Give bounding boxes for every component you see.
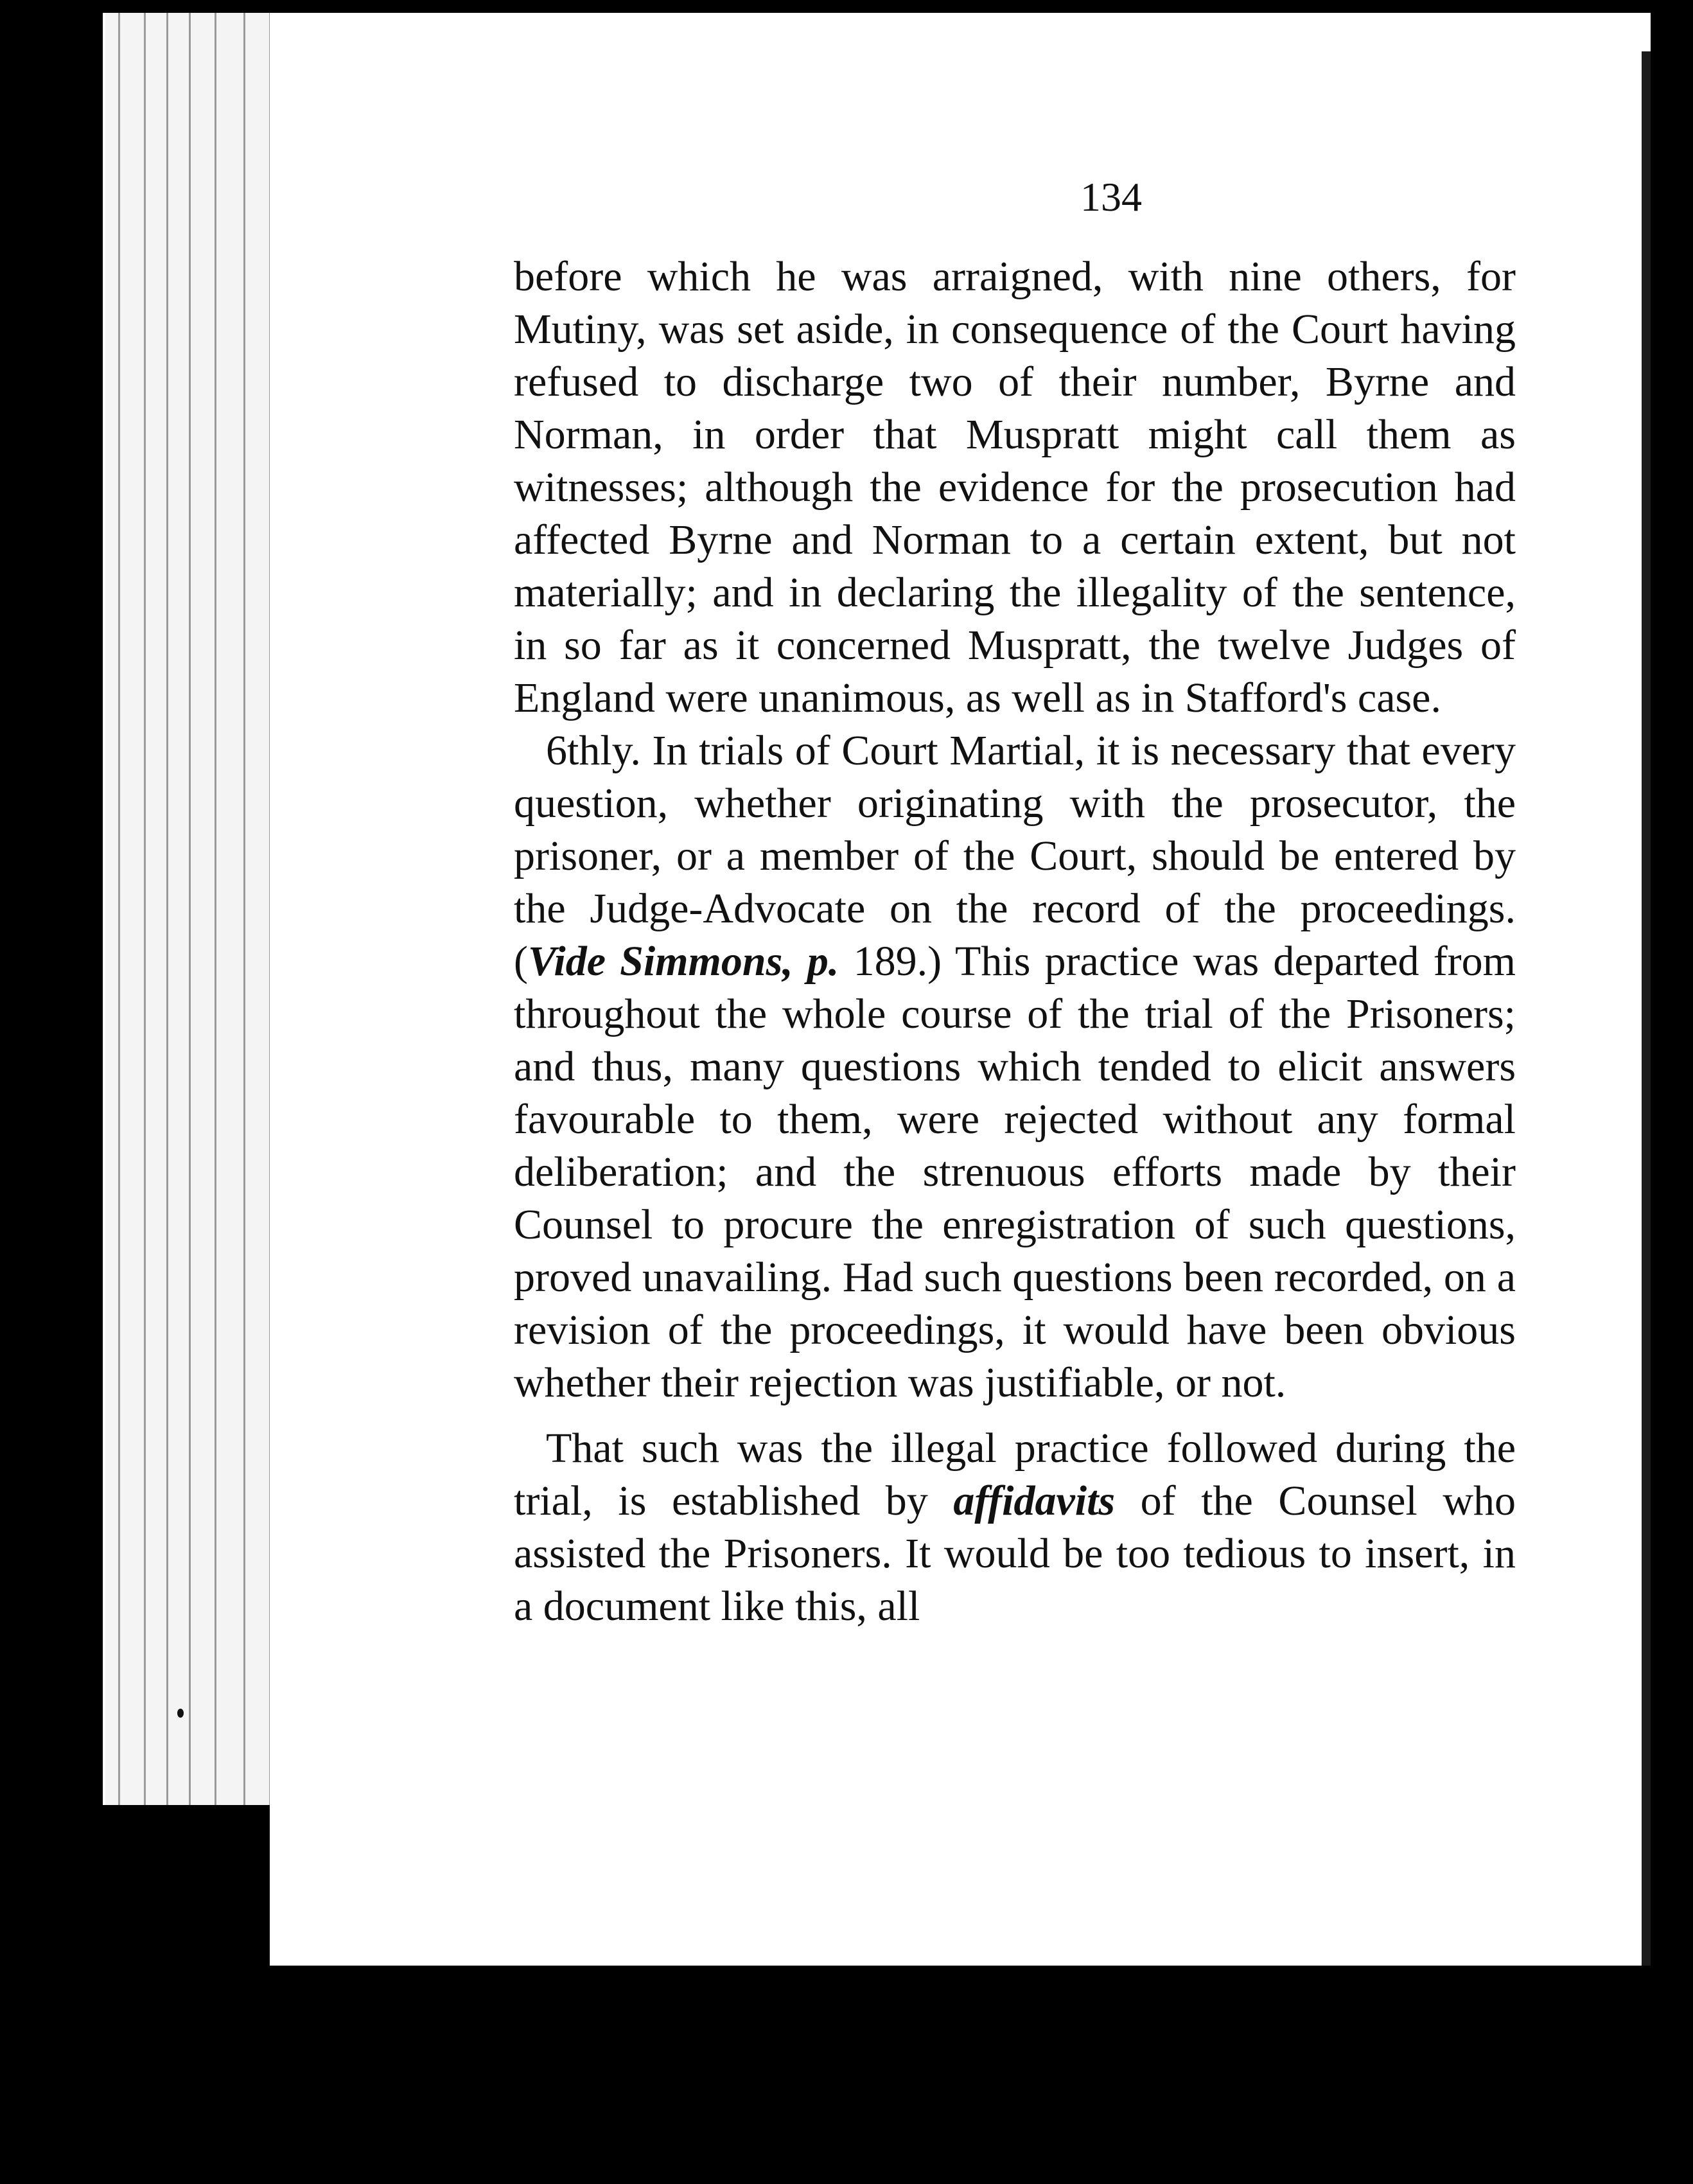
page-edge-line xyxy=(243,13,245,1805)
text-run: 6thly. In trials of Court Martial, it is necessary that every question, whether originating with the prosecutor, the prisoner, or a member of the Court, should be entered by the Judge-Advocate on the record of the proceedings. ( xyxy=(514,727,1516,985)
body-text xyxy=(514,251,1516,1633)
page-edges xyxy=(103,13,298,1805)
text-run: before which he was arraigned, with nine others, for Mutiny, was set aside, in consequence of the Court having refused to discharge two of their number, Byrne and Norman, in order that Muspratt might call them as witnesses; although the evidence for the prosecution had affected Byrne and Norman to a certain extent, but not materially; and in declaring the illegality of the sentence, in so far as it concerned Muspratt, the twelve Judges of England were unanimous, as well as in Stafford's case. xyxy=(514,253,1516,721)
text-run: of the Counsel who assisted the Prisoners. It would be too tedious to insert, in a document like this, all xyxy=(514,1477,1516,1630)
page-edge-line xyxy=(144,13,146,1805)
page-edge-line xyxy=(166,13,168,1805)
paragraph xyxy=(514,251,1516,725)
page-edge-line xyxy=(118,13,120,1805)
page-right-edge xyxy=(1642,51,1651,1966)
book-page xyxy=(270,13,1651,1966)
italic-text: affidavits xyxy=(953,1477,1116,1524)
text-run: That such was the illegal practice followed during the trial, is established by xyxy=(514,1425,1516,1524)
text-run: 189.) This practice was departed from throughout the whole course of the trial of the Prisoners; and thus, many questions which tended to elicit answers favourable to them, were rejected without any formal deliberation; and the strenuous efforts made by their Counsel to procure the enregistration of such questions, proved unavailing. Had such questions been recorded, on a revision of the proceedings, it would have been obvious whether their rejection was justifiable, or not. xyxy=(514,938,1516,1406)
margin-speck xyxy=(177,1709,184,1718)
page-edge-line xyxy=(215,13,216,1805)
page-number: 134 xyxy=(1080,174,1142,220)
paragraph xyxy=(514,1422,1516,1633)
italic-text: Vide Simmons, p. xyxy=(527,938,839,985)
page-edge-line xyxy=(189,13,191,1805)
paragraph xyxy=(514,725,1516,1409)
